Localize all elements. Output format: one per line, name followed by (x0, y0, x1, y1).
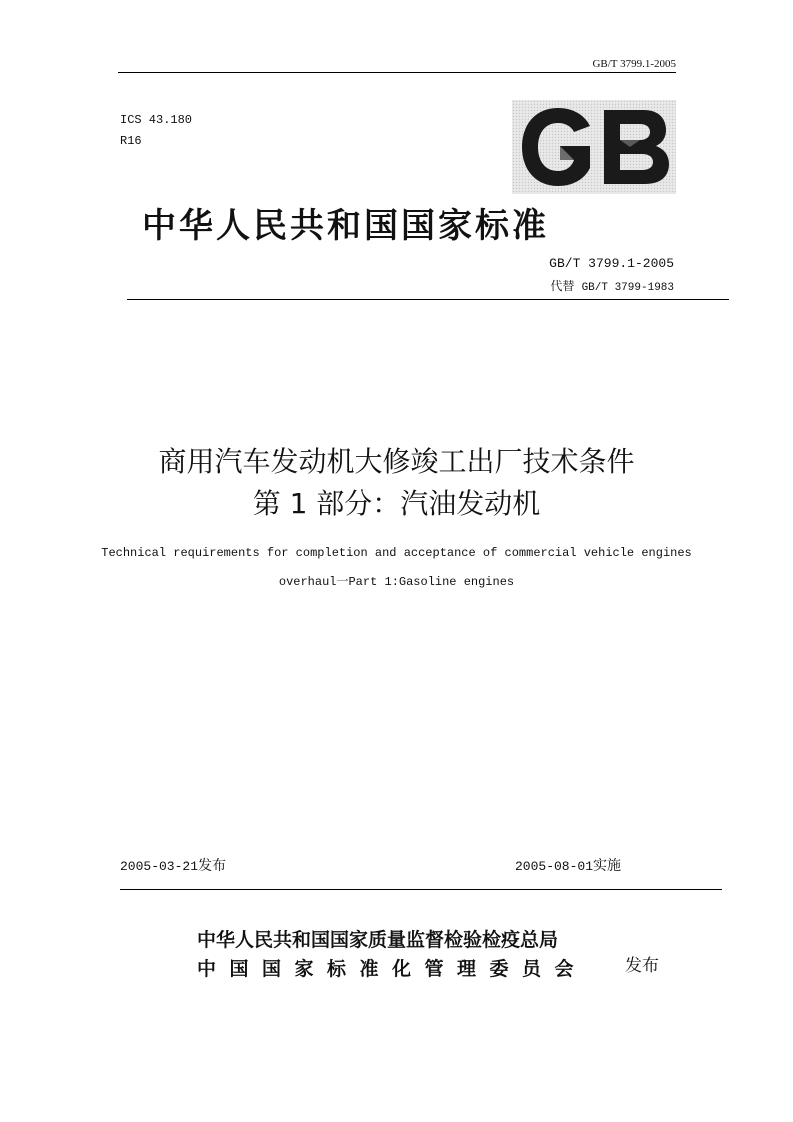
main-rule (127, 299, 729, 300)
issuer-sac: 中国国家标准化管理委员会 (197, 958, 588, 980)
gb-logo-icon (512, 100, 676, 194)
published-label: 发布 (625, 956, 659, 976)
title-en-line1: Technical requirements for completion and acceptance of commercial vehicle engines (101, 546, 692, 560)
footer-rule (120, 889, 722, 890)
ics-code: ICS 43.180 (120, 113, 193, 127)
replaces-row (470, 277, 674, 294)
national-standard-title: 中华人民共和国国家标准 (142, 206, 549, 246)
gb-logo-graphic (512, 100, 676, 194)
title-en-line2: overhaul一Part 1:Gasoline engines (278, 575, 515, 589)
issuer-aqsiq: 中华人民共和国国家质量监督检验检疫总局 (197, 929, 559, 951)
header-rule (118, 72, 676, 73)
title-cn-line2: 第 1 部分：汽油发动机 (252, 487, 541, 520)
implement-date: 2005-08-01 (515, 859, 594, 874)
ccs-code: R16 (120, 134, 142, 148)
header-standard-code: GB/T 3799.1-2005 (592, 58, 676, 70)
implement-date-row (515, 855, 621, 875)
replaces-label: 代替 (550, 279, 575, 293)
standard-number: GB/T 3799.1-2005 (549, 256, 674, 271)
title-cn-line1: 商用汽车发动机大修竣工出厂技术条件 (158, 445, 635, 478)
issue-suffix: 发布 (198, 858, 227, 874)
issue-date-row (120, 855, 226, 875)
issue-date: 2005-03-21 (120, 859, 199, 874)
implement-suffix: 实施 (593, 858, 622, 874)
replaces-code: GB/T 3799-1983 (581, 282, 674, 294)
